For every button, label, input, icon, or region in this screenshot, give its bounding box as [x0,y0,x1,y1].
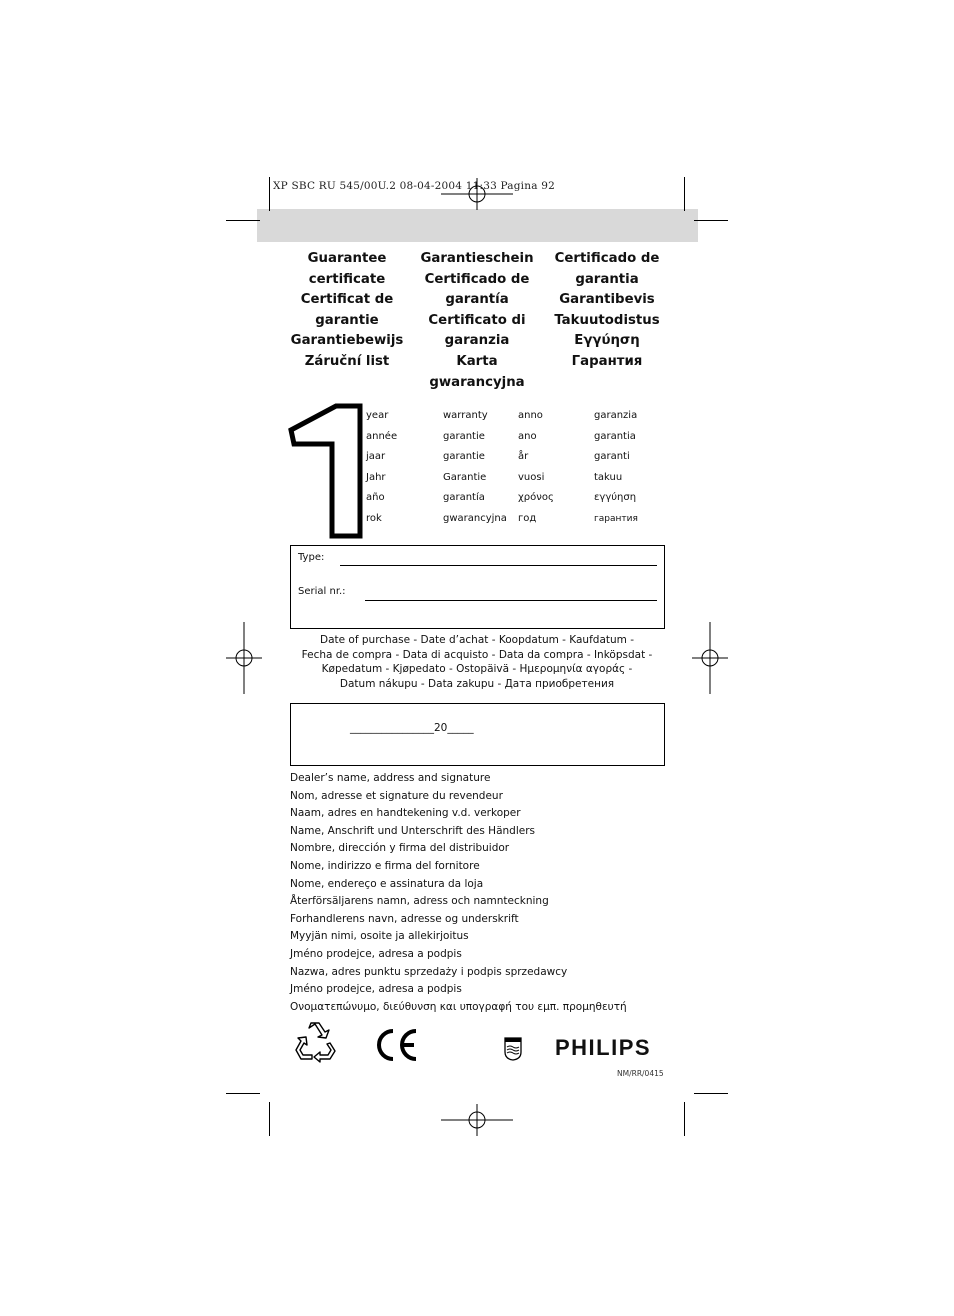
dealer-line: Naam, adres en handtekening v.d. verkoper [290,807,521,820]
word: гарантия [594,513,638,524]
title-line: garantia [575,271,639,287]
word-column-2 [443,406,507,530]
purchase-date-caption [290,633,664,692]
date-field[interactable]: ________________20_____ [350,722,474,734]
title-line: Takuutodistus [554,312,660,328]
word: garantie [443,430,485,442]
big-numeral-one [284,385,370,542]
crop-mark [684,1102,685,1136]
title-line: Záruční list [304,353,390,369]
word: garanzia [594,410,638,421]
title-line: Certificado de [554,251,660,266]
word: år [518,451,529,463]
title-line: garantía [445,292,509,308]
title-column-2 [408,249,546,393]
type-label: Type: [298,552,325,563]
word: takuu [594,471,623,483]
title-line: gwarancyjna [429,374,525,390]
dealer-line: Dealer’s name, address and signature [290,772,491,784]
caption-line: Køpedatum - Kjøpedato - Ostopäivä - Ημερομηνία αγοράς - [321,663,633,676]
word: χρόνος [518,492,554,504]
word: garantie [443,451,485,463]
registration-mark-bottom [441,1104,513,1136]
word: год [518,512,537,524]
dealer-line: Återförsäljarens namn, adress och namnteckning [290,895,549,908]
registration-mark-left [226,622,262,694]
crop-mark [684,177,685,211]
word: gwarancyjna [443,512,507,524]
word: rok [366,512,382,524]
caption-line: Fecha de compra - Data di acquisto - Data da compra - Inköpsdat - [301,648,653,661]
title-line: Garantiebewijs [290,333,404,349]
title-line: Guarantee [307,251,387,266]
header-band [257,209,698,242]
ce-mark-icon [374,1027,420,1063]
purchase-date-box [290,703,665,766]
title-line: Karta [456,353,498,369]
word: vuosi [518,471,545,483]
dealer-line: Jméno prodejce, adresa a podpis [290,983,462,996]
word: year [366,410,389,421]
title-line: Гарантия [571,353,643,369]
dealer-line: Nom, adresse et signature du revendeur [290,789,503,802]
caption-line: Datum nákupu - Data zakupu - Дата приобретения [339,678,615,691]
dealer-line: Nome, indirizzo e firma del fornitore [290,859,480,872]
title-line: Certificat de [300,292,394,308]
word: jaar [366,451,386,463]
word: année [366,430,398,442]
crop-mark [269,1102,270,1136]
document-code: NM/RR/0415 [617,1069,664,1078]
word: garanti [594,451,630,463]
crop-mark [226,1093,260,1094]
dealer-line: Nazwa, adres punktu sprzedaży i podpis sprzedawcy [290,965,568,978]
word: Garantie [443,471,487,483]
philips-logo: PHILIPS [555,1035,652,1060]
title-line: Garantibevis [559,292,655,308]
dealer-line: Name, Anschrift und Unterschrift des Händlers [290,824,535,837]
title-line: Εγγύηση [574,333,640,349]
title-line: Certificado de [424,271,530,287]
dealer-line: Nombre, dirección y firma del distribuidor [290,842,510,855]
print-slug-line: XP SBC RU 545/00U.2 08-04-2004 11:33 Pagina 92 [273,180,555,192]
product-info-box [290,545,665,629]
word: garantia [594,430,636,442]
registration-mark-right [692,622,728,694]
type-field[interactable] [340,565,657,566]
dealer-line: Myyjän nimi, osoite ja allekirjoitus [290,930,469,943]
serial-label: Serial nr.: [298,586,346,597]
dealer-line: Ονοματεπώνυμο, διεύθυνση και υπογραφή του εμπ. προμηθευτή [290,1000,627,1013]
title-line: Garantieschein [420,251,534,266]
dealer-line: Jméno prodejce, adresa a podpis [290,947,462,960]
registration-mark-top [441,178,513,210]
word: garantía [443,492,485,504]
title-line: garantie [315,312,379,328]
word-column-1 [366,406,397,530]
word: warranty [443,410,488,421]
caption-line: Date of purchase - Date d’achat - Koopdatum - Kaufdatum - [319,634,635,646]
word: año [366,492,385,504]
philips-shield-icon [504,1037,522,1061]
title-line: garanzia [444,333,510,349]
crop-mark [269,177,270,211]
crop-mark [694,1093,728,1094]
dealer-caption-list [290,770,627,1016]
recycle-icon [293,1022,338,1064]
dealer-line: Nome, endereço e assinatura da loja [290,877,484,890]
word-column-3 [518,406,554,530]
dealer-line: Forhandlerens navn, adresse og underskrift [290,912,519,925]
serial-field[interactable] [365,600,657,601]
word: εγγύηση [594,492,637,504]
crop-mark [694,220,728,221]
word: ano [518,430,537,442]
word: anno [518,410,543,421]
title-line: certificate [308,271,386,287]
title-line: Certificato di [428,312,526,328]
title-column-1 [278,249,416,373]
title-column-3 [538,249,676,373]
crop-mark [226,220,260,221]
word-column-4 [594,406,638,530]
big-numeral-text: 1 [284,385,295,404]
word: Jahr [366,471,386,483]
